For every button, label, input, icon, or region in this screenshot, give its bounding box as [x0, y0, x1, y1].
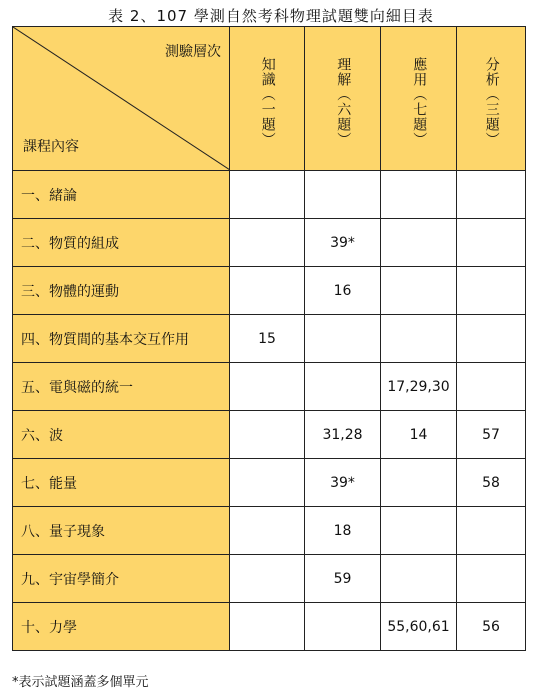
table-title: 表 2、107 學測自然考科物理試題雙向細目表: [108, 7, 434, 25]
column-header-knowledge: 知識（一題）: [230, 27, 305, 171]
table-cell: [381, 315, 457, 363]
table-row: [13, 219, 526, 267]
row-label: 五、電與磁的統一: [13, 363, 230, 411]
table-cell: 59: [305, 555, 381, 603]
level-header-label: 測驗層次: [165, 44, 221, 60]
table-cell: [457, 363, 526, 411]
table-row: [13, 555, 526, 603]
table-cell: [381, 507, 457, 555]
table-cell: [457, 507, 526, 555]
table-cell: 56: [457, 603, 526, 651]
corner-cell: [13, 27, 230, 171]
table-cell: 58: [457, 459, 526, 507]
table-cell: [230, 507, 305, 555]
table-cell: [457, 171, 526, 219]
table-cell: [230, 267, 305, 315]
header-row: [13, 27, 526, 171]
table-cell: [457, 555, 526, 603]
row-label: 九、宇宙學簡介: [13, 555, 230, 603]
table-row: [13, 411, 526, 459]
table-cell: [230, 459, 305, 507]
table-cell: [457, 267, 526, 315]
table-cell: [230, 411, 305, 459]
table-cell: 39*: [305, 219, 381, 267]
table-cell: [381, 219, 457, 267]
row-label: 六、波: [13, 411, 230, 459]
table-cell: 17,29,30: [381, 363, 457, 411]
table-cell: 14: [381, 411, 457, 459]
table-cell: 55,60,61: [381, 603, 457, 651]
table-row: [13, 267, 526, 315]
row-label: 二、物質的組成: [13, 219, 230, 267]
table-cell: [305, 315, 381, 363]
two-way-specification-table: [12, 26, 526, 651]
table-cell: [230, 603, 305, 651]
table-cell: [381, 555, 457, 603]
footnote: *表示試題涵蓋多個單元: [12, 675, 149, 690]
table-cell: [381, 459, 457, 507]
table-cell: 15: [230, 315, 305, 363]
table-cell: 57: [457, 411, 526, 459]
table-cell: [230, 555, 305, 603]
row-label: 十、力學: [13, 603, 230, 651]
row-label: 七、能量: [13, 459, 230, 507]
table-cell: 18: [305, 507, 381, 555]
table-cell: [230, 219, 305, 267]
table-cell: [457, 315, 526, 363]
table-row: [13, 459, 526, 507]
table-cell: [381, 267, 457, 315]
table-cell: [457, 219, 526, 267]
table-row: [13, 363, 526, 411]
table-row: [13, 171, 526, 219]
table-cell: [305, 603, 381, 651]
row-label: 三、物體的運動: [13, 267, 230, 315]
column-header-application: 應用（七題）: [381, 27, 457, 171]
content-header-label: 課程內容: [23, 139, 79, 155]
table-row: [13, 507, 526, 555]
table-cell: [305, 363, 381, 411]
row-label: 八、量子現象: [13, 507, 230, 555]
column-header-analysis: 分析（三題）: [457, 27, 526, 171]
table-cell: [230, 171, 305, 219]
table-cell: 39*: [305, 459, 381, 507]
table-cell: 16: [305, 267, 381, 315]
row-label: 一、緒論: [13, 171, 230, 219]
table-cell: [305, 171, 381, 219]
table-cell: [381, 171, 457, 219]
table-cell: [230, 363, 305, 411]
column-header-understanding: 理解（六題）: [305, 27, 381, 171]
table-row: [13, 315, 526, 363]
table-row: [13, 603, 526, 651]
table-cell: 31,28: [305, 411, 381, 459]
row-label: 四、物質間的基本交互作用: [13, 315, 230, 363]
